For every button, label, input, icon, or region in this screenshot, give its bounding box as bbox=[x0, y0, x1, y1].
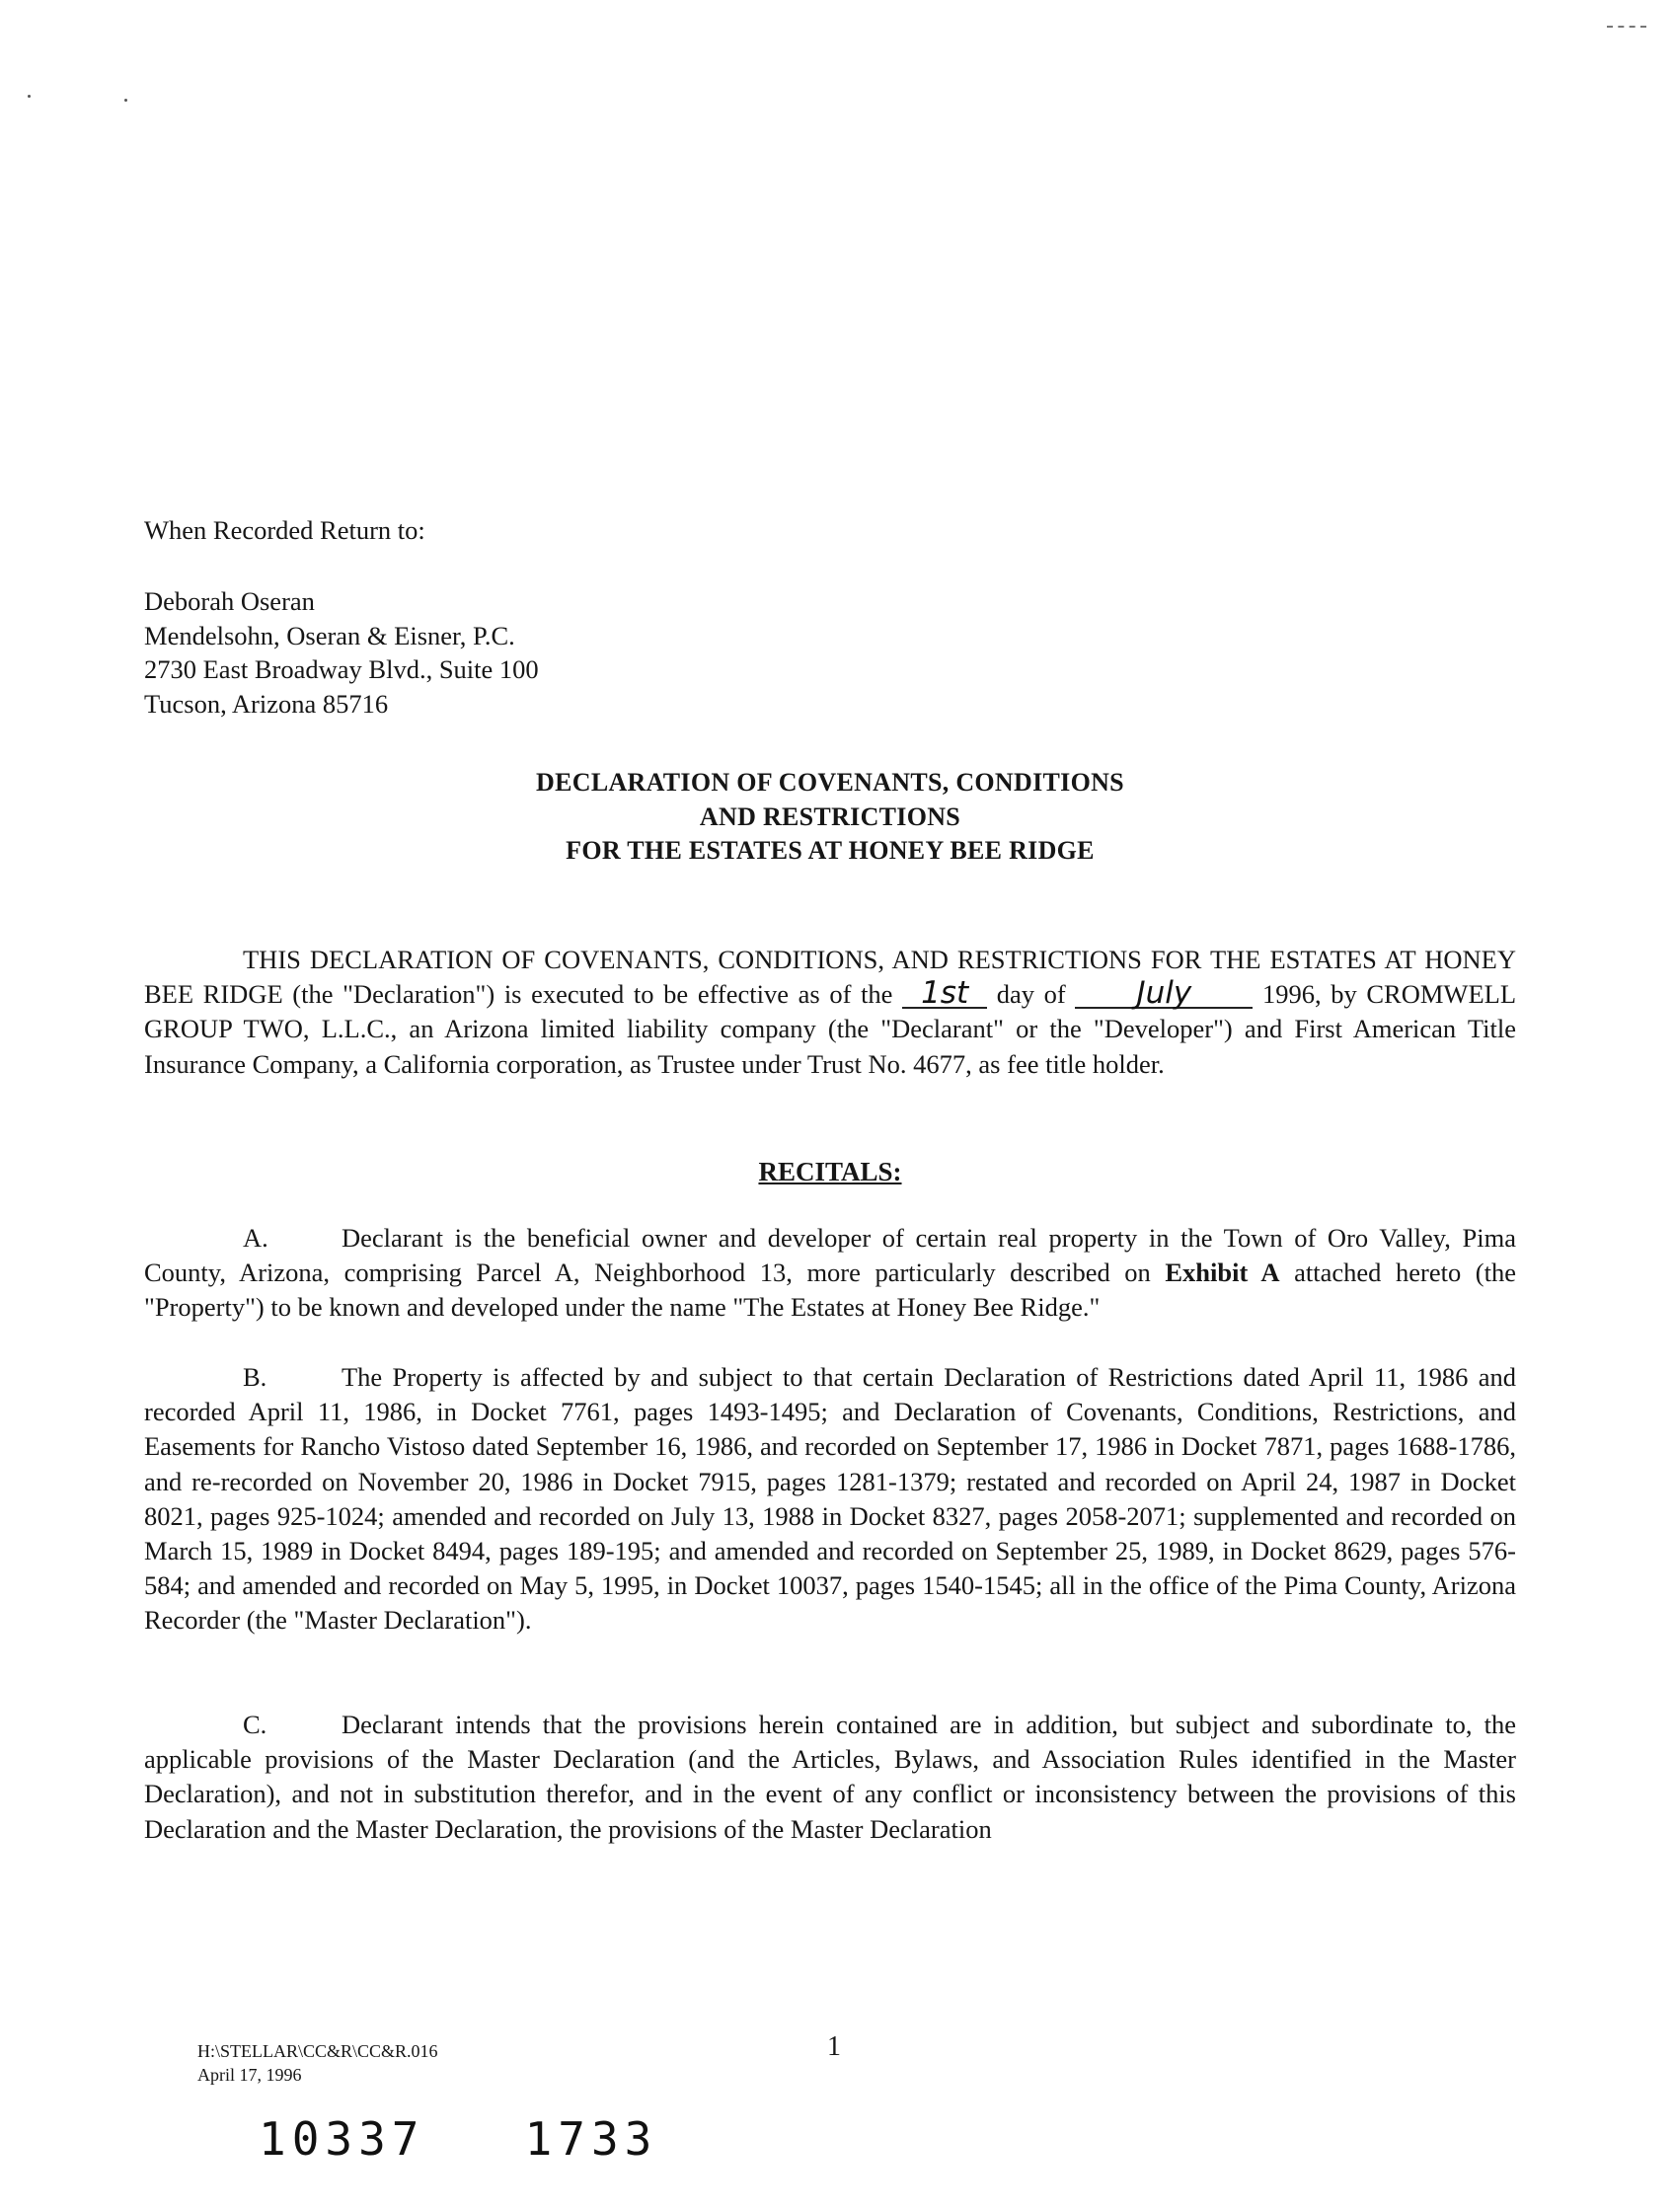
intro-part-3: 1996, by CROMWELL GROUP TWO, L.L.C., an Arizona limited liability company (the "Declarant" or the "Developer") and First American Title Insurance Company, a California corporation, as Trustee under Trust No. 4677, as fee title holder. bbox=[144, 979, 1517, 1079]
handwritten-day: 1st bbox=[902, 979, 987, 1009]
return-city: Tucson, Arizona 85716 bbox=[144, 688, 389, 719]
recital-a-text-after: attached hereto (the "Property") to be known and developed under the name "The Estates at Honey Bee Ridge." bbox=[144, 1258, 1516, 1323]
document-title bbox=[144, 766, 1516, 869]
scan-speck bbox=[124, 99, 127, 102]
footer-path: H:\STELLAR\CC&R\CC&R.016 bbox=[197, 2041, 438, 2061]
exhibit-a-reference: Exhibit A bbox=[1165, 1258, 1280, 1288]
footer-file-info bbox=[197, 2039, 438, 2087]
page-number: 1 bbox=[827, 2031, 841, 2062]
scan-mark bbox=[1607, 26, 1646, 28]
return-street: 2730 East Broadway Blvd., Suite 100 bbox=[144, 654, 539, 684]
intro-part-2: day of bbox=[987, 979, 1076, 1010]
handwritten-month: July bbox=[1075, 979, 1253, 1009]
recital-b-text: The Property is affected by and subject to that certain Declaration of Restrictions dated April 11, 1986 and recorded April 11, 1986, in Docket 7761, pages 1493-1495; and Declaration of Covenants, Conditions, Restrictions, and Easements for Rancho Vistoso dated September 16, 1986, and recorded on September 17, 1986 in Docket 7871, pages 1688-1786, and re-recorded on November 20, 1986 in Docket 7915, pages 1281-1379; restated and recorded on April 24, 1987 in Docket 8021, pages 925-1024; amended and recorded on July 13, 1988 in Docket 8327, pages 2058-2071; supplemented and recorded on March 15, 1989 in Docket 8494, pages 189-195; and amended and recorded on September 25, 1989, in Docket 8629, pages 576-584; and amended and recorded on May 5, 1995, in Docket 10037, pages 1540-1545; all in the office of the Pima County, Arizona Recorder (the "Master Declaration"). bbox=[144, 1362, 1516, 1636]
stamp-docket: 10337 bbox=[259, 2112, 425, 2166]
return-firm: Mendelsohn, Oseran & Eisner, P.C. bbox=[144, 620, 515, 650]
return-name: Deborah Oseran bbox=[144, 586, 315, 616]
return-to-label: When Recorded Return to: bbox=[144, 515, 425, 545]
recital-a-letter: A. bbox=[243, 1223, 268, 1253]
intro-paragraph bbox=[144, 943, 1516, 1082]
recital-c bbox=[144, 1708, 1516, 1847]
intro-part-1: THIS DECLARATION OF COVENANTS, CONDITIONS, AND RESTRICTIONS FOR THE ESTATES AT HONEY BEE RIDGE (the "Declaration") is executed to be effective as of the bbox=[144, 945, 1516, 1010]
recital-b-letter: B. bbox=[243, 1362, 267, 1392]
recital-c-letter: C. bbox=[243, 1710, 267, 1739]
footer-date: April 17, 1996 bbox=[197, 2065, 302, 2085]
scan-speck bbox=[28, 95, 31, 98]
recital-a bbox=[144, 1221, 1516, 1326]
recording-stamp bbox=[259, 2112, 657, 2166]
stamp-page: 1733 bbox=[524, 2112, 658, 2166]
recital-c-text: Declarant intends that the provisions herein contained are in addition, but subject and subordinate to, the applicable provisions of the Master Declaration (and the Articles, Bylaws, and Association Rules identified in the Master Declaration), and not in substitution therefor, and in the event of any conflict or inconsistency between the provisions of this Declaration and the Master Declaration, the provisions of the Master Declaration bbox=[144, 1710, 1516, 1844]
title-line-2: AND RESTRICTIONS bbox=[699, 801, 961, 831]
recital-b bbox=[144, 1360, 1516, 1639]
title-line-3: FOR THE ESTATES AT HONEY BEE RIDGE bbox=[566, 836, 1095, 865]
return-address bbox=[144, 584, 1526, 721]
recital-a-text-before: Declarant is the beneficial owner and developer of certain real property in the Town of Oro Valley, Pima County, Arizona, comprising Parcel A, Neighborhood 13, more particularly described on bbox=[144, 1223, 1516, 1288]
title-line-1: DECLARATION OF COVENANTS, CONDITIONS bbox=[536, 768, 1124, 797]
recitals-heading: RECITALS: bbox=[758, 1157, 902, 1186]
